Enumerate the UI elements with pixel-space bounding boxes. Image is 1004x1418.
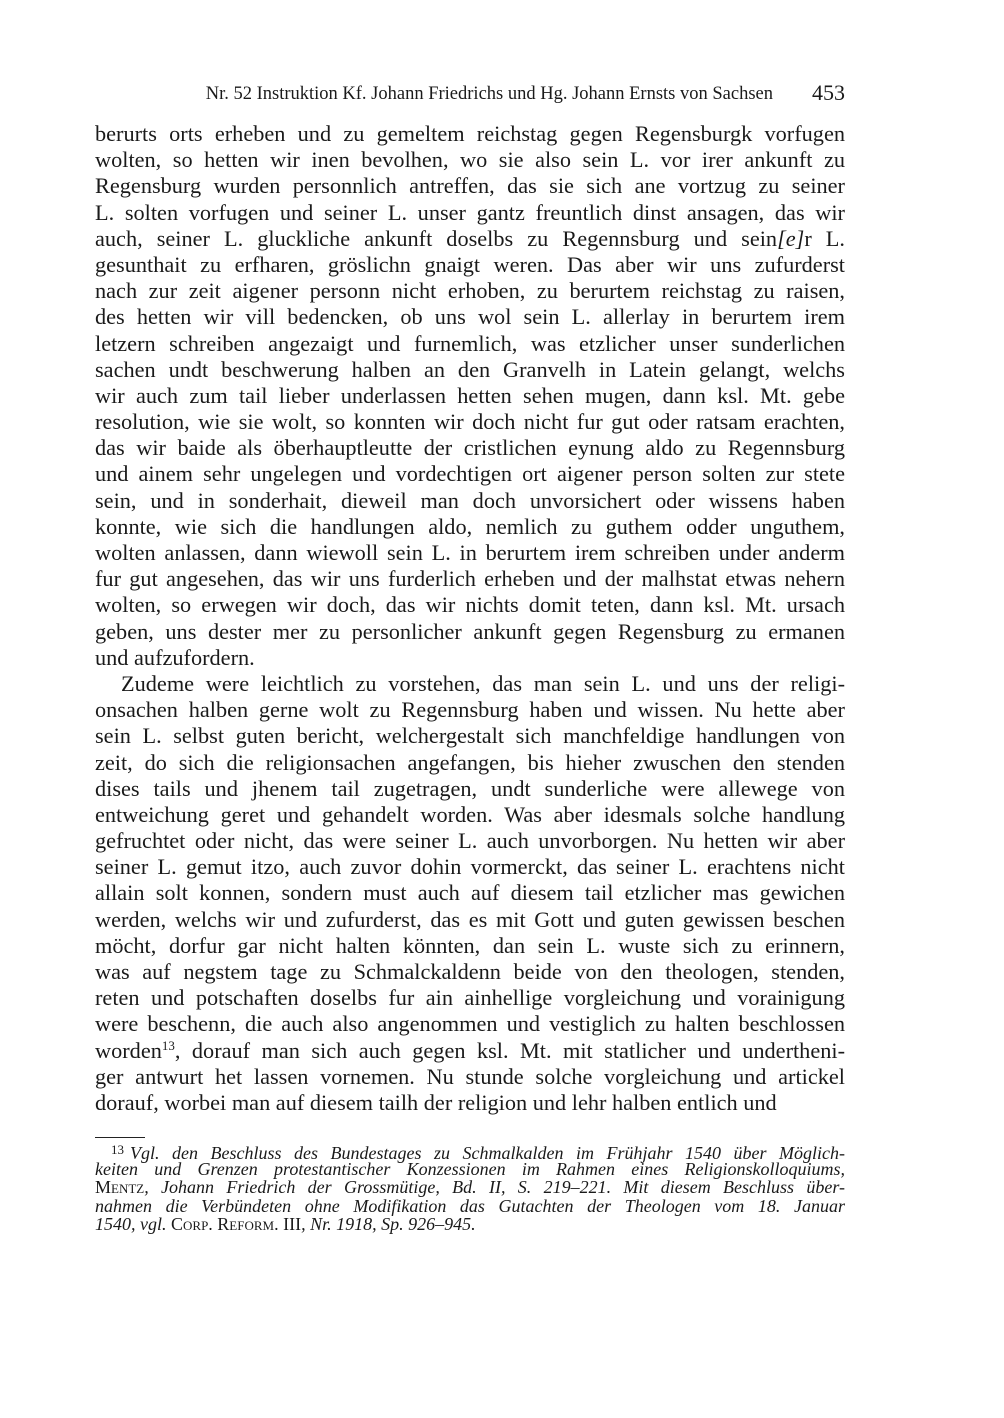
running-title: Nr. 52 Instruktion Kf. Johann Friedrichs und Hg. Johann Ernsts von Sachsen: [205, 84, 773, 104]
text-line: Zudeme were leichtlich zu vorstehen, das man sein L. und uns der religi-: [121, 670, 845, 696]
main-text: [95, 121, 845, 1116]
footnote-line: keiten und Grenzen protestantischer Konzessionen im Rahmen eines Religionskolloquiums,: [95, 1158, 845, 1179]
page-number: 453: [812, 80, 845, 105]
text-line: möcht, dorfur gar nicht halten könnten, dan sein L. wuste sich zu erinnern,: [95, 932, 845, 958]
text-line: wolten, so hetten wir inen bevolhen, wo sie also sein L. vor irer ankunft zu: [95, 147, 845, 173]
footnote-line: Mentz, Johann Friedrich der Grossmütige, Bd. II, S. 219–221. Mit diesem Beschluss über-: [95, 1177, 845, 1197]
footnote: [95, 1141, 845, 1234]
text-line: sachen undt beschwerung halben an den Granvelh in Latein gelangt, welchs: [95, 356, 845, 382]
text-line: Regensburg wurden personnlich antreffen, das sie sich ane vortzug zu seiner: [95, 173, 845, 199]
paragraph: [95, 121, 845, 671]
text-line: reten und potschaften doselbs fur ain ainhellige vorgleichung und vorainigung: [95, 985, 845, 1011]
text-line: fur gut angesehen, das wir uns furderlich erheben und der malhstat etwas nehern: [95, 566, 845, 592]
text-line: entweichung geret und gehandelt worden. Was aber idesmals solche handlung: [95, 801, 845, 827]
text-line: berurts orts erheben und zu gemeltem reichstag gegen Regensburgk vorfugen: [95, 121, 845, 146]
text-line: auch, seiner L. gluckliche ankunft doselbs zu Regennsburg und sein[e]r L.: [95, 225, 845, 251]
text-line: seiner L. gemut itzo, auch zuvor dohin vormerckt, das seiner L. erachtens nicht: [95, 854, 845, 880]
text-line: und ainem sehr ungelegen und vordechtigen ort aigener person solten zur stete: [95, 461, 845, 487]
text-line: sein, und in sonderhait, dieweil man doch unvorsichert oder wissens haben: [95, 487, 845, 513]
footnote-line: nahmen die Verbündeten ohne Modifikation das Gutachten der Theologen vom 18. Januar: [95, 1195, 845, 1216]
text-line: konnte, wie sich die handlungen aldo, nemlich zu guthem odder unguthem,: [95, 513, 845, 539]
text-line: das wir baide als öberhauptleutte der cristlichen eynung aldo zu Regennsburg: [95, 435, 845, 461]
text-line: gesunthait zu erfharen, gröslichn gnaigt weren. Das aber wir uns zufurderst: [95, 251, 845, 277]
text-line: letzern schreiben angezaigt und furnemlich, was etzlicher unser sunderlichen: [95, 330, 845, 356]
text-line: was auf negstem tage zu Schmalckaldenn beide von den theologen, stenden,: [95, 959, 845, 984]
text-line: wir auch zum tail lieber underlassen hetten sehen mugen, dann ksl. Mt. gebe: [95, 382, 845, 408]
footnote-line: 1540, vgl. Corp. Reform. III, Nr. 1918, Sp. 926–945.: [95, 1214, 476, 1234]
running-header: [95, 80, 845, 108]
text-line: nach zur zeit aigener personn nicht erhoben, zu berurtem reichstag zu raisen,: [95, 278, 845, 304]
text-line: gefruchtet oder nicht, das were seiner L. auch unvorborgen. Nu hetten wir aber: [95, 828, 845, 854]
text-line: wolten, so erwegen wir doch, das wir nichts domit teten, dann ksl. Mt. ursach: [95, 592, 845, 618]
footnote-ref[interactable]: 13: [161, 1037, 175, 1053]
paragraph: [95, 671, 845, 1116]
text-line: des hetten wir vill bedencken, ob uns wol sein L. allerlay in berurtem irem: [95, 304, 845, 330]
text-line: dises tails und jhenem tail zugetragen, undt sunderliche were allewege von: [95, 775, 845, 801]
text-line: geben, uns dester mer zu personlicher ankunft gegen Regensburg zu ermanen: [95, 618, 845, 644]
text-line: werden, welchs wir und zufurderst, das es mit Gott und guten gewissen beschen: [95, 906, 845, 932]
text-line: worden$^{13}$, dorauf man sich auch gegen ksl. Mt. mit statlicher und undertheni-: [95, 1037, 845, 1063]
text-line: onsachen halben gerne wolt zu Regennsburg haben und wissen. Nu hette aber: [95, 697, 845, 723]
text-line: ger antwurt het lassen vornemen. Nu stunde solche vorgleichung und artickel: [95, 1063, 845, 1089]
text-line: wolten anlassen, dann wiewoll sein L. in berurtem irem schreiben under anderm: [95, 540, 845, 565]
text-line: allain solt konnen, sondern must auch auf diesem tail etzlicher mas gewichen: [95, 880, 845, 906]
footnote-number: 13: [111, 1142, 124, 1157]
footnote-rule: [95, 1137, 145, 1138]
text-line: resolution, wie sie wolt, so konnten wir doch nicht fur gut oder ratsam erachten,: [95, 409, 845, 435]
text-line: und aufzufordern.: [95, 644, 255, 670]
text-line: L. solten vorfugen und seiner L. unser gantz freuntlich dinst ansagen, das wir: [95, 199, 845, 225]
text-line: dorauf, worbei man auf diesem tailh der religion und lehr halben entlich und: [95, 1089, 777, 1115]
footnote-line: $^{13}$ Vgl. den Beschluss des Bundestages zu Schmalkalden im Frühjahr 1540 über Möglich-: [111, 1142, 845, 1163]
text-line: zeit, do sich die religionsachen angefangen, bis hieher zwuschen den stenden: [95, 749, 845, 775]
text-line: were beschenn, die auch also angenommen und vestiglich zu halten beschlossen: [95, 1011, 845, 1037]
text-line: sein L. selbst guten bericht, welchergestalt sich manchfeldige handlungen von: [95, 723, 845, 749]
